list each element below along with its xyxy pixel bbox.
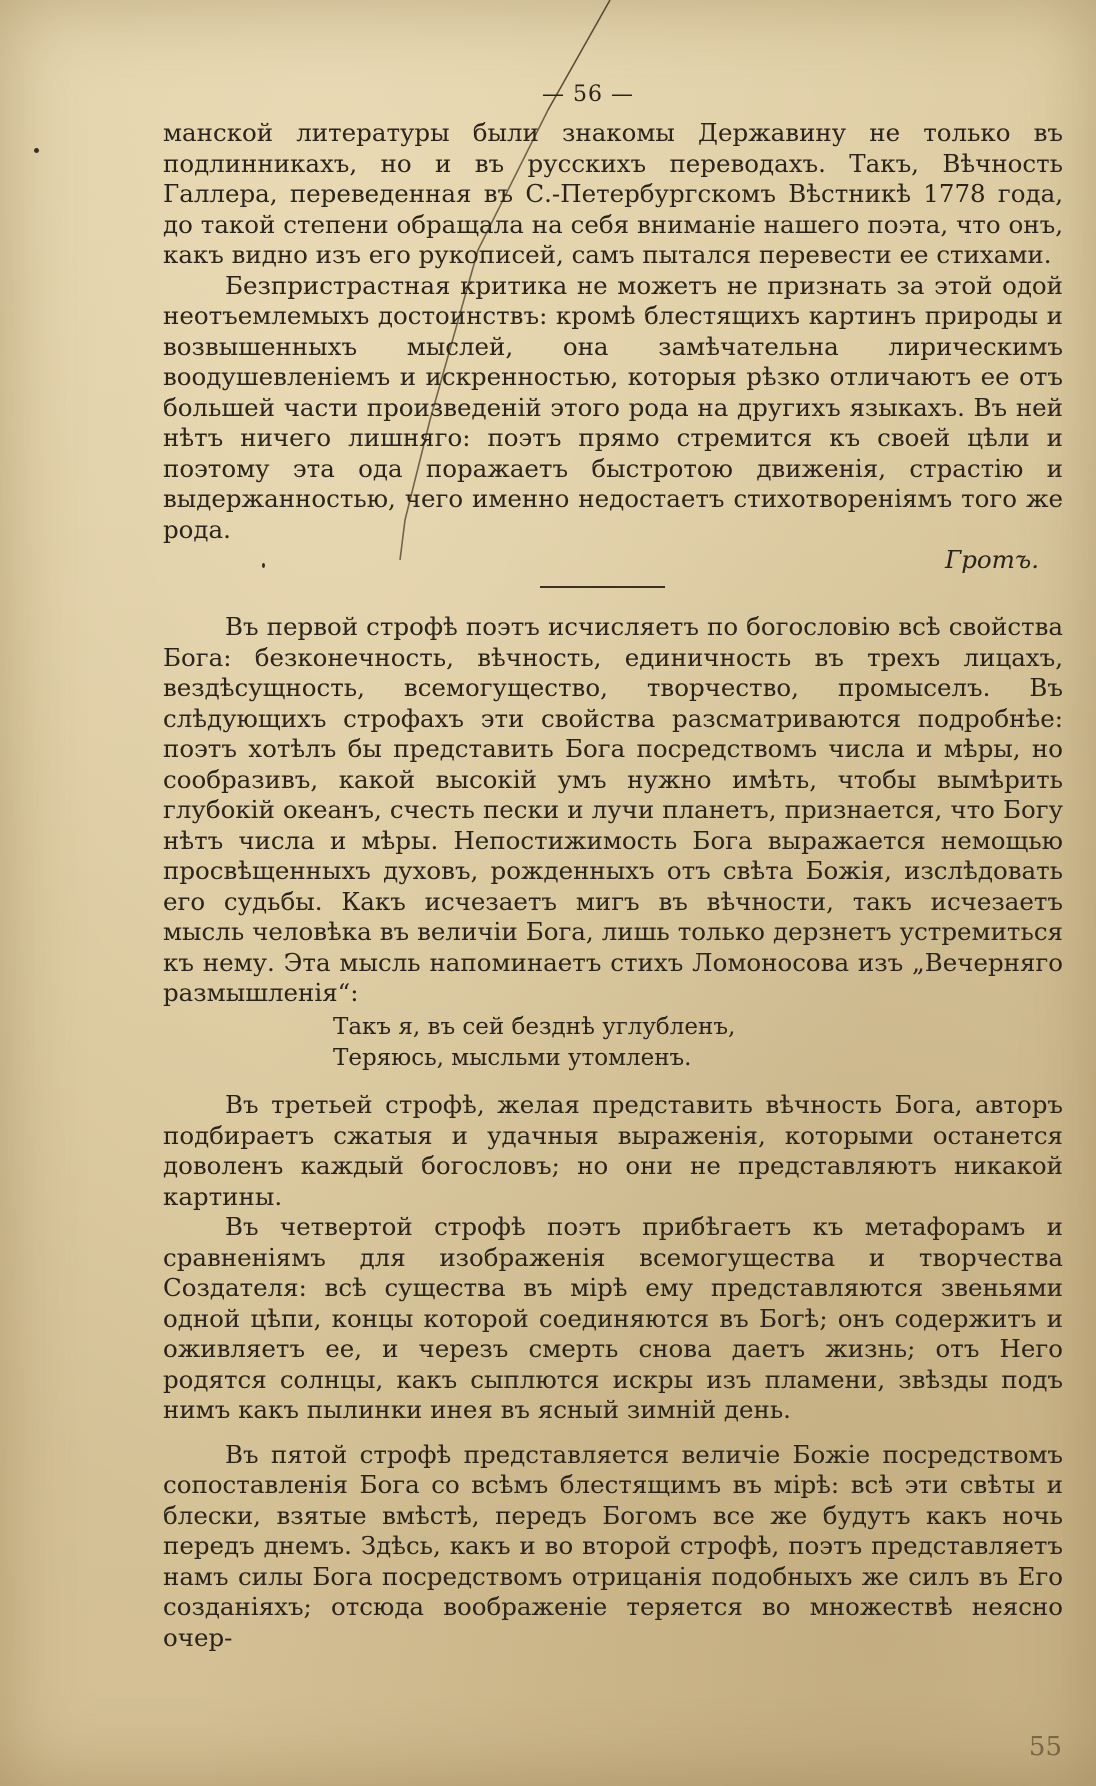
paragraph: манской литературы были знакомы Державину не только въ подлинникахъ, но и въ русскихъ переводахъ. Такъ, Вѣчность Галлера, переведенная въ С.-Петербургскомъ Вѣстникѣ 1778 года, до такой степени обращала на себя вниманіе нашего поэта, что онъ, какъ видно изъ его рукописей, самъ пытался перевести ее стихами. [163, 118, 1063, 269]
paragraph: Въ пятой строфѣ представляется величіе Божіе посредствомъ сопоставленія Бога со всѣмъ блестящимъ въ мірѣ: всѣ эти свѣты и блески, взятые вмѣстѣ, передъ Богомъ все же будутъ какъ ночь передъ днемъ. Здѣсь, какъ и во второй строфѣ, поэтъ представляетъ намъ силы Бога посредствомъ отрицанія подобныхъ же силъ въ Его созданіяхъ; отсюда воображеніе теряется во множествѣ неясно очер- [163, 1439, 1063, 1652]
verse-quote [333, 1012, 735, 1074]
paragraph: Безпристрастная критика не можетъ не признать за этой одой неотъемлемыхъ достоинствъ: кромѣ блестящихъ картинъ природы и возвышенныхъ мыслей, она замѣчательна лирическимъ воодушевленіемъ и искренностью, которыя рѣзко отличаютъ ее отъ большей части произведеній этого рода на другихъ языкахъ. Въ ней нѣтъ ничего лишняго: поэтъ прямо стремится къ своей цѣли и поэтому эта ода поражаетъ быстротою движенія, страстію и выдержанностью, чего именно недостаетъ стихотвореніямъ того же рода. [163, 270, 1063, 544]
text-block-2 [163, 612, 1063, 1009]
paragraph: Въ четвертой строфѣ поэтъ прибѣгаетъ къ метафорамъ и сравненіямъ для изображенія всемогущества и творчества Создателя: всѣ существа въ мірѣ ему представляются звеньями одной цѣпи, концы которой соединяются въ Богѣ; онъ содержитъ и оживляетъ ее, и черезъ смерть снова даетъ жизнь; отъ Него родятся солнцы, какъ сыплются искры изъ пламени, звѣзды подъ нимъ какъ пылинки инея въ ясный зимній день. [163, 1212, 1063, 1424]
corner-pencil-mark: 55 [1028, 1732, 1062, 1762]
paragraph: Въ третьей строфѣ, желая представить вѣчность Бога, авторъ подбираетъ сжатыя и удачныя выраженія, которыми останется доволенъ каждый богословъ; но они не представляютъ никакой картины. [163, 1090, 1063, 1211]
author-signature: Гротъ. [944, 545, 1039, 574]
ink-speck [34, 148, 39, 153]
text-block-1 [163, 118, 1063, 576]
text-block-3 [163, 1090, 1063, 1653]
verse-line: Теряюсь, мысльми утомленъ. [333, 1045, 692, 1071]
paragraph: Въ первой строфѣ поэтъ исчисляетъ по богословію всѣ свойства Бога: безконечность, вѣчность, единичность въ трехъ лицахъ, вездѣсущность, всемогущество, творчество, промыселъ. Въ слѣдующихъ строфахъ эти свойства разсматриваются подробнѣе: поэтъ хотѣлъ бы представить Бога посредствомъ числа и мѣры, но сообразивъ, какой высокій умъ нужно имѣть, чтобы вымѣрить глубокій океанъ, счесть пески и лучи планетъ, признается, что Богу нѣтъ числа и мѣры. Непостижимость Бога выражается немощью просвѣщенныхъ духовъ, рожденныхъ отъ свѣта Божія, изслѣдовать его судьбы. Какъ исчезаетъ мигъ въ вѣчности, такъ исчезаетъ мысль человѣка въ величіи Бога, лишь только дерзнетъ устремиться къ нему. Эта мысль напоминаетъ стихъ Ломоносова изъ „Вечерняго размышленія“: [163, 612, 1063, 1007]
verse-line: Такъ я, въ сей безднѣ углубленъ, [333, 1014, 736, 1040]
section-divider [540, 586, 665, 588]
page-number: — 56 — [542, 82, 634, 107]
